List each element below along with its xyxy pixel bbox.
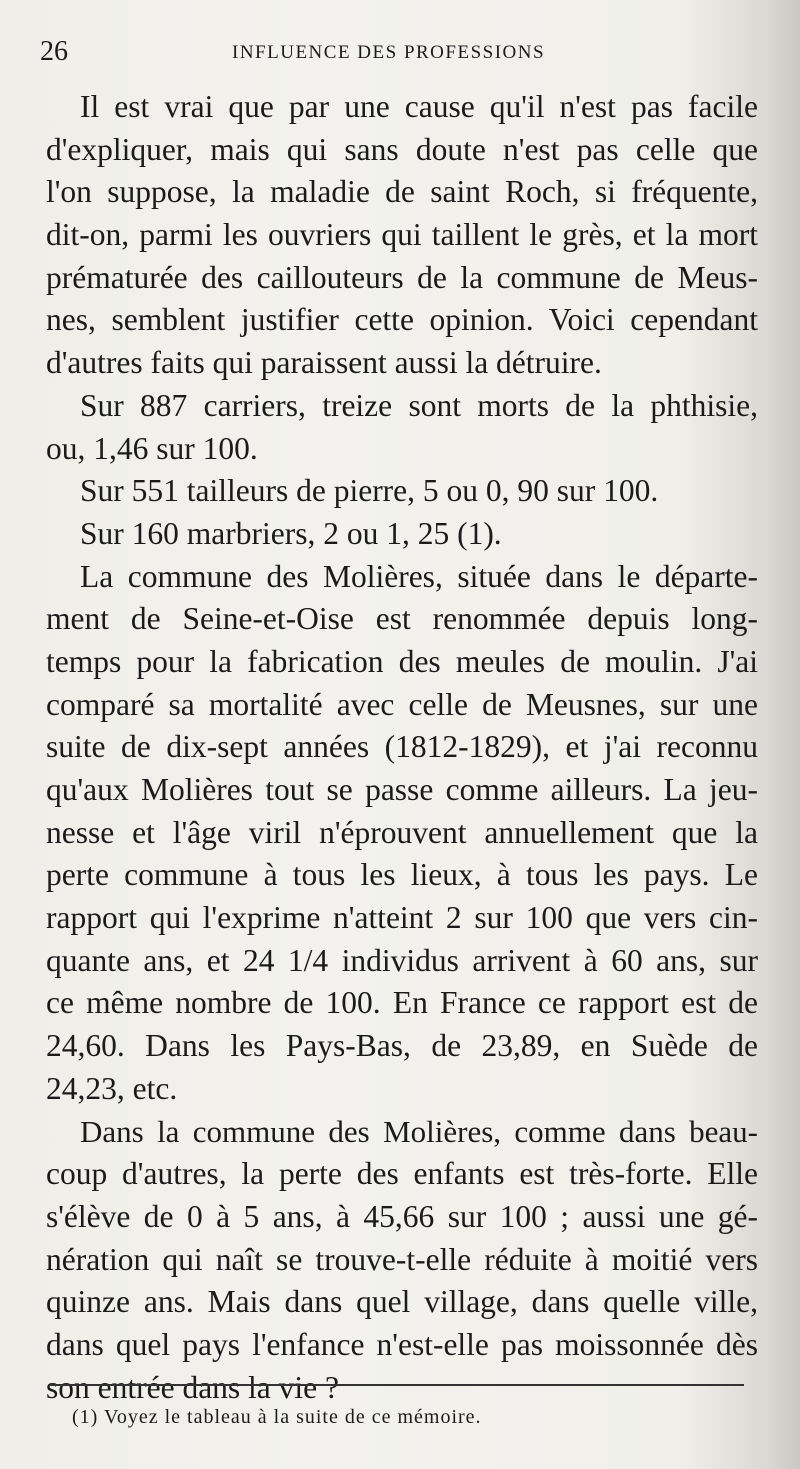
text-line: Sur 551 tailleurs de pierre, 5 ou 0, 90 sur 100. (80, 473, 659, 509)
text-line: coup d'autres, la perte des enfants est très-forte. Elle (46, 1156, 758, 1192)
text-line: quinze ans. Mais dans quel village, dans quelle ville, (46, 1284, 758, 1320)
text-line: ce même nombre de 100. En France ce rapport est de (46, 985, 758, 1021)
text-line: Sur 887 carriers, treize sont morts de la phthisie, (80, 387, 758, 423)
text-line: s'élève de 0 à 5 ans, à 45,66 sur 100 ; aussi une gé- (46, 1198, 758, 1234)
text-line: son entrée dans la vie ? (46, 1369, 340, 1405)
body-text (46, 86, 758, 1409)
text-line: Il est vrai que par une cause qu'il n'est pas facile (80, 89, 758, 124)
text-line: dans quel pays l'enfance n'est-elle pas moissonnée dès (46, 1326, 758, 1362)
text-line: l'on suppose, la maladie de saint Roch, si fréquente, (46, 174, 758, 210)
text-line: perte commune à tous les lieux, à tous les pays. Le (46, 857, 758, 893)
footnote-rule (50, 1384, 744, 1386)
page-header (40, 34, 760, 70)
text-line: ou, 1,46 sur 100. (46, 430, 258, 466)
text-line: La commune des Molières, située dans le départe- (80, 558, 758, 594)
text-line: nesse et l'âge viril n'éprouvent annuellement que la (46, 814, 758, 850)
text-line: prématurée des caillouteurs de la commune de Meus- (46, 259, 758, 295)
footnote: (1) Voyez le tableau à la suite de ce mémoire. (72, 1406, 482, 1428)
running-title: INFLUENCE DES PROFESSIONS (232, 42, 546, 63)
text-line: temps pour la fabrication des meules de moulin. J'ai (46, 643, 758, 679)
text-line: d'expliquer, mais qui sans doute n'est pas celle que (46, 131, 758, 167)
text-line: rapport qui l'exprime n'atteint 2 sur 100 que vers cin- (46, 900, 758, 936)
text-line: suite de dix-sept années (1812-1829), et j'ai reconnu (46, 729, 758, 765)
text-line: comparé sa mortalité avec celle de Meusnes, sur une (46, 686, 758, 722)
text-line: quante ans, et 24 1/4 individus arrivent à 60 ans, sur (46, 942, 758, 978)
text-line: nération qui naît se trouve-t-elle réduite à moitié vers (46, 1241, 758, 1277)
page-number: 26 (40, 36, 68, 67)
text-line: Sur 160 marbriers, 2 ou 1, 25 (1). (80, 515, 502, 551)
text-line: qu'aux Molières tout se passe comme ailleurs. La jeu- (46, 772, 758, 807)
text-line: d'autres faits qui paraissent aussi la détruire. (46, 345, 602, 381)
text-line: dit-on, parmi les ouvriers qui taillent le grès, et la mort (46, 217, 758, 253)
text-line: nes, semblent justifier cette opinion. Voici cependant (46, 302, 758, 338)
text-line: Dans la commune des Molières, comme dans beau- (80, 1113, 758, 1149)
text-line: ment de Seine-et-Oise est renommée depuis long- (46, 601, 758, 637)
text-line: 24,60. Dans les Pays-Bas, de 23,89, en Suède de (46, 1028, 758, 1064)
text-line: 24,23, etc. (46, 1070, 178, 1106)
